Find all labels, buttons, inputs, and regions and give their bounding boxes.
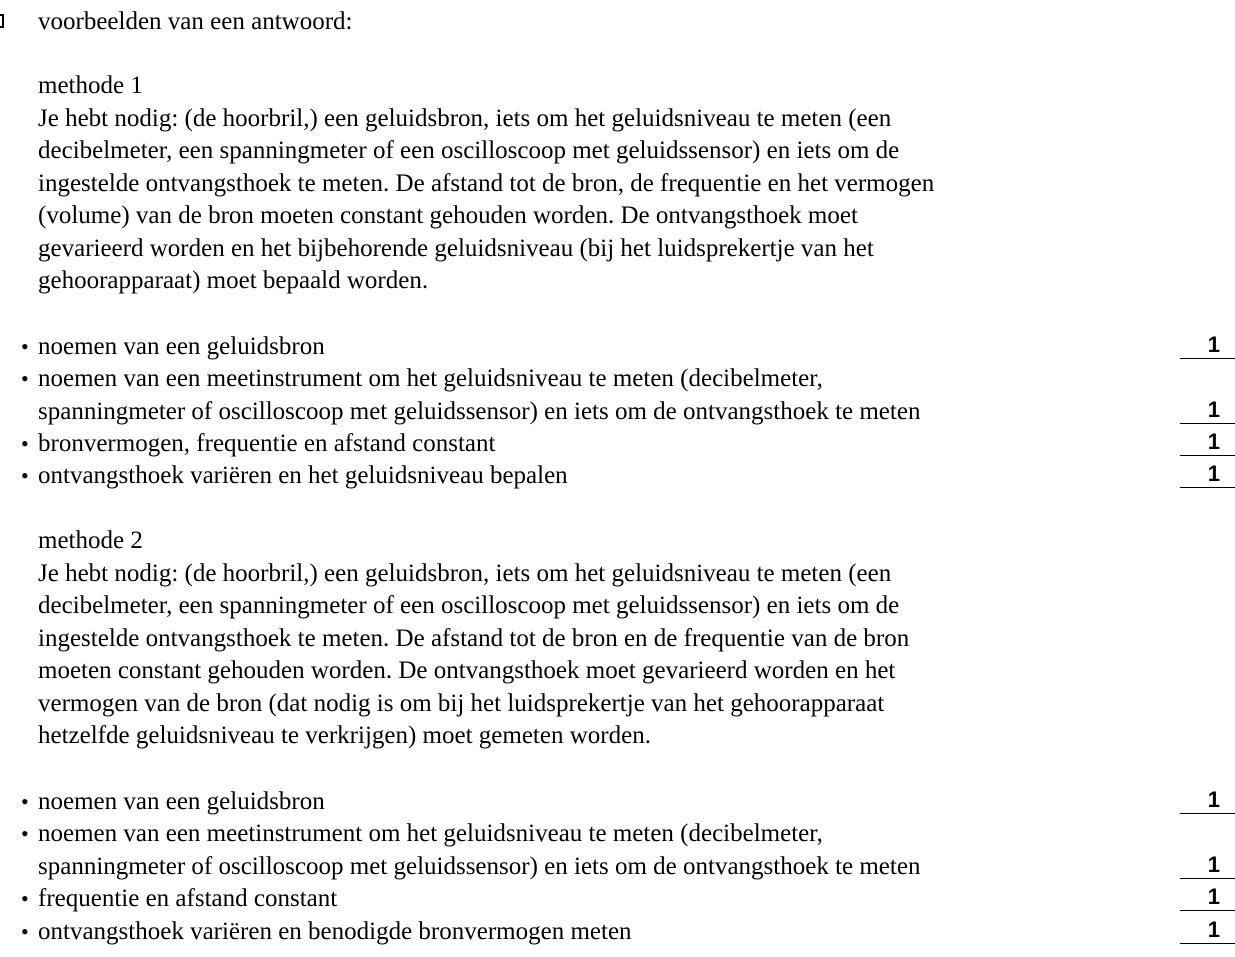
method-1-title: methode 1 [38,72,143,99]
method-2-paragraph-line: hetzelfde geluidsniveau te verkrijgen) moet gemeten worden. [38,722,651,749]
method-2-title: methode 2 [38,527,143,554]
method-1-score: 1 [1180,329,1235,359]
method-1-criterion: noemen van een meetinstrument om het geluidsniveau te meten (decibelmeter, [38,365,823,392]
bullet-icon: • [21,334,29,359]
method-2-paragraph-line: vermogen van de bron (dat nodig is om bij het luidsprekertje van het gehoorapparaat [38,690,885,717]
method-1-score: 1 [1180,458,1235,488]
method-2-score: 1 [1180,784,1235,814]
bullet-icon: • [21,463,29,488]
intro-text: voorbeelden van een antwoord: [38,8,353,35]
checkbox-marker [0,14,4,28]
method-2-criterion: noemen van een meetinstrument om het geluidsniveau te meten (decibelmeter, [38,820,823,847]
method-1-paragraph-line: decibelmeter, een spanningmeter of een oscilloscoop met geluidssensor) en iets om de [38,137,900,164]
bullet-icon: • [21,886,29,911]
method-1-criterion-continued: spanningmeter of oscilloscoop met geluidssensor) en iets om de ontvangsthoek te meten [38,398,921,425]
method-2-paragraph-line: moeten constant gehouden worden. De ontvangsthoek moet gevarieerd worden en het [38,657,896,684]
method-1-criterion: ontvangsthoek variëren en het geluidsniveau bepalen [38,462,568,489]
bullet-icon: • [21,919,29,944]
method-1-paragraph-line: ingestelde ontvangsthoek te meten. De afstand tot de bron, de frequentie en het vermogen [38,170,935,197]
method-2-paragraph-line: decibelmeter, een spanningmeter of een oscilloscoop met geluidssensor) en iets om de [38,592,900,619]
method-1-paragraph-line: gevarieerd worden en het bijbehorende geluidsniveau (bij het luidsprekertje van het [38,235,874,262]
method-2-score: 1 [1180,849,1235,879]
method-1-score: 1 [1180,394,1235,424]
method-2-paragraph-line: ingestelde ontvangsthoek te meten. De afstand tot de bron en de frequentie van de bron [38,625,910,652]
method-1-criterion: bronvermogen, frequentie en afstand constant [38,430,496,457]
method-2-criterion: frequentie en afstand constant [38,885,338,912]
bullet-icon: • [21,789,29,814]
bullet-icon: • [21,431,29,456]
method-1-paragraph-line: Je hebt nodig: (de hoorbril,) een geluidsbron, iets om het geluidsniveau te meten (een [38,105,892,132]
method-2-criterion-continued: spanningmeter of oscilloscoop met geluidssensor) en iets om de ontvangsthoek te meten [38,853,921,880]
method-2-paragraph-line: Je hebt nodig: (de hoorbril,) een geluidsbron, iets om het geluidsniveau te meten (een [38,560,892,587]
method-2-score: 1 [1180,881,1235,911]
method-2-score: 1 [1180,914,1235,944]
method-1-paragraph-line: gehoorapparaat) moet bepaald worden. [38,267,429,294]
method-1-criterion: noemen van een geluidsbron [38,333,325,360]
bullet-icon: • [21,821,29,846]
method-2-criterion: ontvangsthoek variëren en benodigde bronvermogen meten [38,918,632,945]
method-1-paragraph-line: (volume) van de bron moeten constant gehouden worden. De ontvangsthoek moet [38,202,858,229]
method-2-criterion: noemen van een geluidsbron [38,788,325,815]
method-1-score: 1 [1180,426,1235,456]
bullet-icon: • [21,366,29,391]
